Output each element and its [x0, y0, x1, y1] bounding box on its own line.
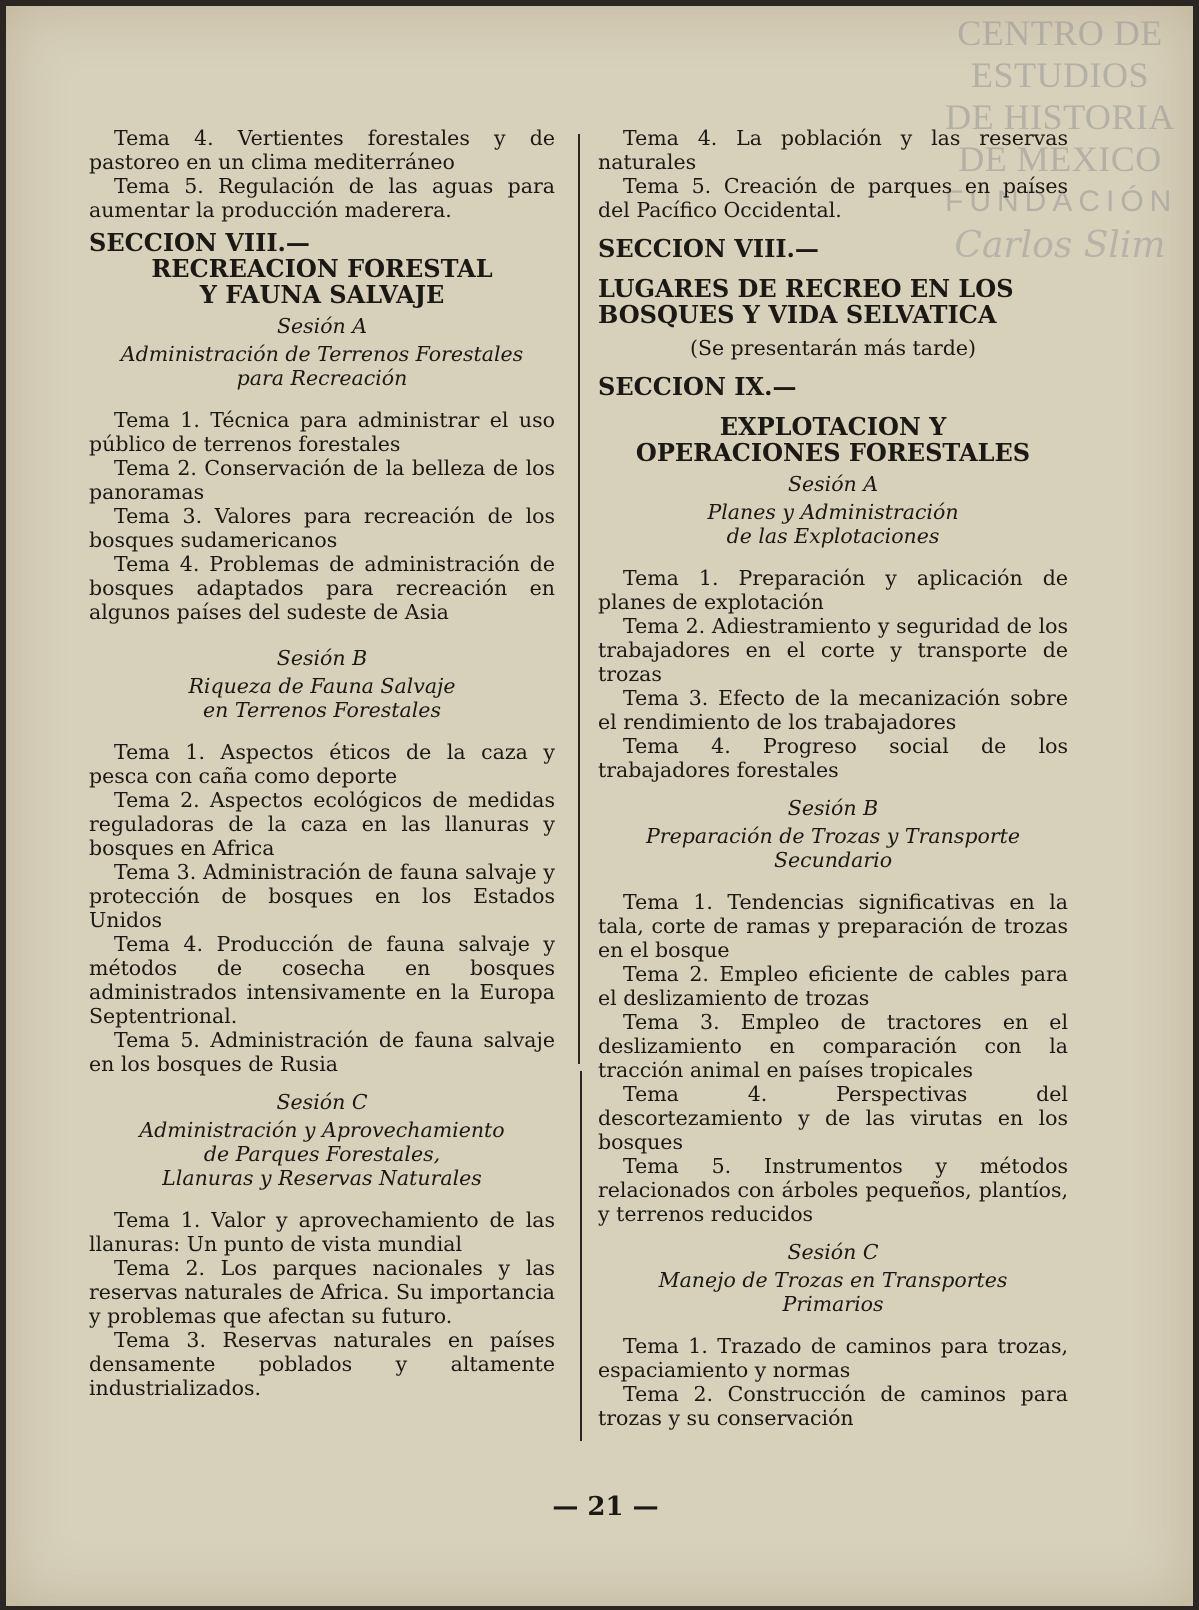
session-title: para Recreación — [236, 366, 408, 390]
section-title: RECREACION FORESTAL — [151, 254, 493, 283]
left-column — [89, 126, 555, 1400]
column-divider — [580, 1071, 582, 1441]
tema-paragraph: Tema 2. Construcción de caminos para trozas y su conservación — [598, 1382, 1068, 1430]
watermark-line: DE MEXICO — [958, 139, 1162, 179]
session-title: en Terrenos Forestales — [203, 698, 441, 722]
tema-paragraph: Tema 5. Instrumentos y métodos relacionados con árboles pequeños, plantíos, y terrenos reducidos — [598, 1154, 1068, 1226]
document-page — [6, 6, 1193, 1606]
tema-paragraph: Tema 1. Técnica para administrar el uso público de terrenos forestales — [89, 408, 555, 456]
section-heading: SECCION VIII.— — [598, 234, 819, 263]
watermark-line: ESTUDIOS — [970, 55, 1149, 95]
tema-paragraph: Tema 4. Vertientes forestales y de pastoreo en un clima mediterráneo — [89, 126, 555, 174]
tema-paragraph: Tema 5. Creación de parques en países del Pacífico Occidental. — [598, 174, 1068, 222]
tema-paragraph: Tema 3. Administración de fauna salvaje y protección de bosques en los Estados Unidos — [89, 860, 555, 932]
watermark-line: CENTRO DE — [957, 13, 1163, 53]
session-title: Secundario — [773, 848, 893, 872]
session-title: Planes y Administración — [707, 500, 959, 524]
tema-paragraph: Tema 1. Preparación y aplicación de planes de explotación — [598, 566, 1068, 614]
tema-paragraph: Tema 4. La población y las reservas naturales — [598, 126, 1068, 174]
tema-paragraph: Tema 1. Trazado de caminos para trozas, espaciamiento y normas — [598, 1334, 1068, 1382]
watermark-line: DE HISTORIA — [945, 97, 1175, 137]
session-title: Primarios — [782, 1292, 884, 1316]
watermark-foundation: FUNDACIÓN — [945, 185, 1178, 218]
tema-paragraph: Tema 2. Adiestramiento y seguridad de los trabajadores en el corte y transporte de trozas — [598, 614, 1068, 686]
tema-paragraph: Tema 1. Aspectos éticos de la caza y pesca con caña como deporte — [89, 740, 555, 788]
section-heading: SECCION VIII.— — [89, 228, 310, 257]
session-label: Sesión B — [276, 646, 368, 670]
session-title: de Parques Forestales, — [203, 1142, 441, 1166]
page-number: — 21 — — [552, 1492, 659, 1522]
tema-paragraph: Tema 1. Valor y aprovechamiento de las llanuras: Un punto de vista mundial — [89, 1208, 555, 1256]
session-title: Manejo de Trozas en Transportes — [658, 1268, 1008, 1292]
tema-paragraph: Tema 4. Perspectivas del descortezamiento y de las virutas en los bosques — [598, 1082, 1068, 1154]
column-divider — [578, 134, 580, 1064]
right-column — [598, 126, 1068, 1430]
session-label: Sesión A — [276, 314, 368, 338]
tema-paragraph: Tema 2. Aspectos ecológicos de medidas reguladoras de la caza en las llanuras y bosques en Africa — [89, 788, 555, 860]
session-title: de las Explotaciones — [726, 524, 940, 548]
tema-paragraph: Tema 3. Efecto de la mecanización sobre el rendimiento de los trabajadores — [598, 686, 1068, 734]
session-label: Sesión B — [787, 796, 879, 820]
tema-paragraph: Tema 5. Regulación de las aguas para aumentar la producción maderera. — [89, 174, 555, 222]
session-title: Preparación de Trozas y Transporte — [646, 824, 1020, 848]
section-title: Y FAUNA SALVAJE — [199, 280, 445, 309]
section-title: LUGARES DE RECREO EN LOS BOSQUES Y VIDA SELVATICA — [598, 274, 1014, 329]
tema-paragraph: Tema 4. Progreso social de los trabajadores forestales — [598, 734, 1068, 782]
section-note: (Se presentarán más tarde) — [689, 336, 976, 360]
session-title: Riqueza de Fauna Salvaje — [188, 674, 456, 698]
session-title: Administración de Terrenos Forestales — [120, 342, 524, 366]
watermark-signature: Carlos Slim — [954, 225, 1166, 266]
tema-paragraph: Tema 5. Administración de fauna salvaje en los bosques de Rusia — [89, 1028, 555, 1076]
session-label: Sesión C — [276, 1090, 368, 1114]
tema-paragraph: Tema 2. Empleo eficiente de cables para el deslizamiento de trozas — [598, 962, 1068, 1010]
session-label: Sesión A — [787, 472, 879, 496]
tema-paragraph: Tema 2. Los parques nacionales y las reservas naturales de Africa. Su importancia y problemas que afectan su futuro. — [89, 1256, 555, 1328]
tema-paragraph: Tema 3. Empleo de tractores en el deslizamiento en comparación con la tracción animal en países tropicales — [598, 1010, 1068, 1082]
tema-paragraph: Tema 4. Producción de fauna salvaje y métodos de cosecha en bosques administrados intensivamente en la Europa Septentrional. — [89, 932, 555, 1028]
tema-paragraph: Tema 4. Problemas de administración de bosques adaptados para recreación en algunos países del sudeste de Asia — [89, 552, 555, 624]
tema-paragraph: Tema 1. Tendencias significativas en la tala, corte de ramas y preparación de trozas en el bosque — [598, 890, 1068, 962]
session-title: Administración y Aprovechamiento — [139, 1118, 505, 1142]
tema-paragraph: Tema 2. Conservación de la belleza de los panoramas — [89, 456, 555, 504]
section-title: OPERACIONES FORESTALES — [635, 438, 1031, 467]
section-heading: SECCION IX.— — [598, 372, 797, 401]
section-title: EXPLOTACION Y — [719, 412, 947, 441]
session-title: Llanuras y Reservas Naturales — [162, 1166, 482, 1190]
tema-paragraph: Tema 3. Valores para recreación de los bosques sudamericanos — [89, 504, 555, 552]
tema-paragraph: Tema 3. Reservas naturales en países densamente poblados y altamente industrializados. — [89, 1328, 555, 1400]
session-label: Sesión C — [787, 1240, 879, 1264]
